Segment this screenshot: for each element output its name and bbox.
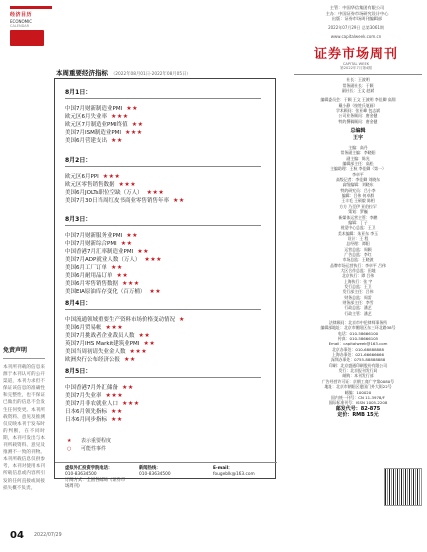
- masthead-logo: 证券市场周刊: [313, 46, 398, 62]
- editor-in-chief: 王宇: [352, 134, 363, 141]
- event-row: [65, 173, 261, 181]
- importance-stars: ★★: [131, 120, 144, 128]
- importance-stars: ★★: [116, 271, 129, 279]
- event-text: 中国香港7月外汇储备: [65, 384, 118, 391]
- importance-stars: ★★★: [105, 391, 124, 399]
- day-block-2: [65, 155, 261, 205]
- event-row: [65, 105, 261, 113]
- event-row: [65, 400, 261, 408]
- importance-stars: ★★: [111, 415, 123, 423]
- staff-line: 广告总监：李红: [344, 251, 372, 257]
- event-text: 美国7月ADP就业人数（万人）: [65, 256, 141, 263]
- sponsor-line: 主管：中国华信集团有限公司: [329, 5, 385, 10]
- event-row: [65, 384, 261, 392]
- postcode-line: 邮编：100020: [344, 389, 372, 395]
- contact-col-email: [203, 466, 277, 490]
- day-title: 8月3日：: [65, 216, 92, 223]
- day-title: 8月1日：: [65, 89, 92, 96]
- event-text: 美国6月零售销售数据: [65, 280, 118, 287]
- event-row: [65, 232, 261, 240]
- contact-extra: 订阅方式：全国各邮局《证券市场周刊》: [65, 478, 126, 489]
- event-text: 日本6月同步指标: [65, 416, 107, 423]
- importance-stars: ★★: [124, 355, 136, 363]
- staff-line: 行政总监：潘艺: [344, 305, 372, 311]
- staff-line: 财务总监：周雷: [344, 294, 372, 300]
- staff-line: 公司业务顾问：唐金健: [338, 113, 378, 119]
- logo-en2: CALENDAR: [10, 24, 30, 28]
- event-text: 英国7月IHS Markit建筑业PMI: [65, 340, 140, 347]
- event-text: 美国7月失业率: [65, 392, 102, 399]
- event-text: 中国7月财新综合PMI: [65, 240, 117, 247]
- page-number: 04: [10, 530, 24, 541]
- logo-bar: [10, 6, 52, 9]
- event-row: [65, 240, 261, 248]
- legal-line: 法律顾问：北京市中伦律师事务所: [328, 320, 388, 326]
- email-link[interactable]: fougeblk@163.com: [213, 472, 255, 477]
- staff-line: 特约研究员：吕小李: [340, 187, 376, 193]
- staff-line: 高级记者：李佳卿 刘晓东: [335, 177, 381, 183]
- event-text: 美国7月非农就业人口: [65, 400, 118, 407]
- day-rule: [65, 377, 261, 378]
- sponsors: [282, 5, 422, 22]
- event-row: [65, 248, 261, 256]
- staff-line: 运营总监：周颖: [344, 246, 372, 252]
- day-rule: [65, 225, 261, 226]
- importance-stars: ★★: [122, 383, 134, 391]
- event-text: 欧元区零售销售数据: [65, 181, 115, 188]
- staff-line: 总经理：谭阳: [346, 241, 370, 247]
- day-title: 8月5日：: [65, 368, 92, 375]
- logo-chip: [10, 30, 44, 46]
- contact-label: 虚拟外汇投资学院电话：: [65, 466, 113, 471]
- sponsor-line: 主办：中国证券市场研究设计中心: [325, 10, 389, 16]
- event-text: 美国6月耐用品订单: [65, 272, 113, 279]
- event-row: [65, 197, 261, 205]
- event-row: [65, 137, 261, 145]
- event-text: 美国7月挑战者企业裁员人数: [65, 332, 135, 339]
- masthead-issue-no: 第2022年7月第4期: [340, 65, 372, 70]
- branch-line: 深圳办事处：0755-88888888: [330, 357, 386, 363]
- disclaimer-title: 免责声明: [3, 345, 45, 359]
- editor-in-chief-label: 总编辑: [350, 128, 366, 135]
- event-row: [65, 189, 261, 197]
- staff-line: 常务副社长：于颖: [342, 82, 374, 88]
- contact-col-phone: [55, 466, 129, 490]
- staff-line: 新媒体运营主管：李鹏: [338, 214, 378, 220]
- logo-en: ECONOMIC: [10, 19, 33, 24]
- email-line: Email：capitalweek@163.com: [328, 341, 388, 347]
- day-title: 8月2日：: [65, 157, 92, 164]
- event-text: 美国当周初请失业金人数: [65, 348, 126, 355]
- importance-stars: ★★★: [146, 188, 165, 196]
- branch-line: 上海办事处：021-66666666: [332, 352, 384, 358]
- address-line: 编辑部地址：北京市朝阳区东三环北路38号: [320, 325, 396, 331]
- event-row: [65, 288, 261, 296]
- legend: [67, 437, 111, 453]
- event-row: [65, 280, 261, 288]
- issn-number: 国际标准刊号：ISSN 1005-2208: [328, 400, 388, 406]
- postal-code: 邮发代号：82-875: [335, 405, 381, 412]
- print-line: 印刷：北京盛通印刷股份有限公司: [328, 362, 388, 368]
- staff-line: 李卓平: [352, 171, 364, 177]
- event-row: [65, 324, 261, 332]
- main-heading: [56, 68, 191, 77]
- sponsor-line: 出版：证券市场周刊编辑部: [331, 16, 383, 22]
- disclaimer-text: 本刊所刊载的信息来源于本刊认可的公开渠道，本刊力求但不保证该信息的准确性和完整性，也不保证已做出的信息不会发生任何变更。本刊所载资料、意见及推测仅反映本刊于发布时的判断，在不同时期，本刊可发出与本刊所载资料、意见及推测不一致的刊物。本刊所载信息仅供参考，本刊对使用本刊所载信息或内容所引发的任何直接或间接损失概不负责。: [3, 365, 45, 491]
- event-row: [65, 332, 261, 340]
- importance-stars: ★★: [126, 231, 138, 239]
- importance-stars: ★★★: [102, 172, 121, 180]
- staff-line: 常务副主编：李晓阳: [340, 150, 376, 156]
- event-text: 欧元区6月失业率: [65, 113, 107, 120]
- importance-stars: ★★: [111, 263, 123, 271]
- day-block-3: [65, 214, 261, 296]
- staff-line: 社长：王波明: [346, 77, 370, 83]
- staff-line: 戴小静（按姓氏笔画）: [338, 102, 378, 108]
- event-row: [65, 416, 261, 424]
- phone-line: 电话：010-58666100: [337, 330, 379, 336]
- publication-logo: [10, 6, 52, 46]
- masthead-logo-sub: CAPITAL WEEK: [342, 61, 370, 66]
- importance-stars: ★★★: [144, 255, 162, 263]
- event-row: [65, 181, 261, 189]
- staff-line: 特约撰稿顾问：唐金健: [338, 118, 378, 124]
- event-row: [65, 392, 261, 400]
- event-text: 美国6月JOLTs职位空缺（万人）: [65, 189, 143, 196]
- event-row: [65, 113, 261, 121]
- importance-stars: ★★: [120, 239, 133, 247]
- circle-icon: ○: [67, 446, 72, 452]
- masthead: [282, 5, 422, 419]
- importance-stars: ★★★: [129, 347, 148, 355]
- event-row: [65, 256, 261, 264]
- address-line-2: 地址：北京市朝阳区建国门外大街22号: [324, 384, 392, 390]
- event-text: 美国7月30日当周红皮书商业零售销售年率: [65, 197, 169, 204]
- event-text: 日本6月领先指标: [65, 408, 107, 415]
- event-text: 美国6月营建支出: [65, 137, 107, 144]
- branch-line: 北京办事处：010-68888888: [332, 346, 384, 352]
- staff-line: 行政主管：潘艺: [344, 310, 372, 316]
- disclaimer-sidebar: [3, 345, 45, 522]
- importance-stars: ★★: [137, 247, 149, 255]
- price: 定价：RMB 15元: [337, 412, 379, 419]
- divider: [294, 74, 422, 75]
- website[interactable]: www.capitalweek.com.cn: [330, 33, 382, 39]
- importance-stars: ★★★: [118, 180, 137, 188]
- event-row: [65, 356, 261, 364]
- importance-stars: ★★: [138, 331, 151, 339]
- event-row: [65, 348, 261, 356]
- staff-line: 学术顾问：张亚峰 包志斌: [335, 108, 381, 113]
- contact-value: 010-83634500: [65, 472, 97, 477]
- day-block-5: [65, 366, 261, 424]
- issue-date: 2022年07月29日 总第3061期: [328, 24, 384, 30]
- ad-license-line: 广告经营许可证：京朝工商广字第0080号: [321, 378, 395, 384]
- day-block-4: [65, 298, 261, 364]
- importance-stars: ★★★: [111, 112, 129, 120]
- event-row: [65, 129, 261, 137]
- importance-stars: ★★★: [122, 399, 140, 407]
- importance-stars: ★★: [111, 136, 123, 144]
- event-row: [65, 264, 261, 272]
- calendar-box: [54, 78, 276, 489]
- event-row: [65, 340, 261, 348]
- staff-line: 编辑：吕伟 何卓群: [341, 193, 375, 199]
- importance-stars: ★★: [143, 339, 156, 347]
- staff-line: 美术编辑：朱亚东 李玉: [337, 230, 379, 236]
- importance-stars: ★★★: [122, 279, 140, 287]
- staff-list: [282, 77, 422, 418]
- event-row: [65, 121, 261, 129]
- event-text: 美国6月工厂订单: [65, 264, 107, 271]
- event-text: 欧元区6月PPI: [65, 173, 99, 180]
- staff-line: 设计：王 程: [347, 235, 369, 241]
- contact-label: 新闻热线：: [139, 466, 161, 471]
- staff-line: 王丰毛 王硕毅 陈相: [341, 198, 375, 204]
- staff-line: 北京执行：谭 吕伟: [341, 273, 375, 279]
- day-rule: [65, 166, 261, 167]
- legend-row-importance: [67, 437, 111, 445]
- importance-stars: ★: [179, 315, 185, 323]
- staff-line: 副主编：陈光: [346, 155, 370, 161]
- day-block-1: [65, 87, 261, 145]
- staff-line: 财务部主任：李雪: [342, 300, 374, 305]
- event-text: 中国香港7月汇率制造业PMI: [65, 248, 134, 255]
- contact-label: E-mail：: [213, 466, 233, 471]
- staff-line: 编辑部主任：高松: [342, 161, 374, 167]
- legend-row-possible: [67, 445, 111, 453]
- contact-value: 010-83634500: [139, 472, 171, 477]
- event-row: [65, 316, 261, 324]
- importance-stars: ★★: [149, 287, 162, 295]
- event-row: [65, 408, 261, 416]
- day-rule: [65, 98, 261, 99]
- staff-line: 编辑委员会：于颖 王文 王波明 李佳卿 高翔: [320, 97, 396, 103]
- event-text: 美国6月贸易帐: [65, 324, 102, 331]
- legend-label: 可能性事件: [81, 446, 107, 452]
- day-rule: [65, 309, 261, 310]
- staff-line: 品牌市场运营执行：李卓平 吕伟: [330, 262, 386, 268]
- importance-stars: ★★: [111, 407, 123, 415]
- legend-label: 表示重要程度: [81, 438, 112, 444]
- cn-number: 国内统一刊号：CN 11-3978/F: [331, 394, 385, 400]
- contact-bar: [55, 462, 277, 490]
- staff-line: 方方 乃至伊 亚伯拉罕: [339, 203, 377, 209]
- event-text: 中国7月财新服务业PMI: [65, 232, 123, 239]
- staff-line: 上海执行：张 宇: [343, 278, 373, 284]
- staff-line: 主编：高丹: [348, 145, 368, 151]
- event-text: 欧洲央行公布经济公报: [65, 356, 121, 363]
- mail-order-line: 邮购：本刊发行部: [342, 373, 374, 379]
- event-text: 欧元区7月制造业PMI终值: [65, 121, 128, 128]
- staff-line: 编辑：丁子: [348, 219, 368, 225]
- event-text: 美国EIA原油库存变化（百万桶）: [65, 288, 146, 295]
- event-text: 中国7月财新制造业PMI: [65, 105, 123, 112]
- importance-stars: ★★: [126, 104, 138, 112]
- main-heading-title: 本周重要经济指标: [56, 69, 108, 77]
- fax-line: 传真：010-58666105: [337, 336, 379, 342]
- star-icon: ★: [67, 438, 72, 444]
- logo-zh: 经济目历: [10, 12, 33, 18]
- main-heading-sub: （2022年08月01日-2022年08月05日）: [111, 72, 191, 77]
- distribution-line: 发行：北京报刊发行局: [338, 368, 378, 374]
- event-text: 中国流通领域重要生产资料市场价格变动情况: [65, 316, 176, 323]
- day-title: 8月4日：: [65, 300, 92, 307]
- event-row: [65, 272, 261, 280]
- footer-date: 2022/07/29: [34, 533, 62, 538]
- staff-line: 副社长：王文 赵斌: [341, 87, 375, 93]
- staff-line: 高级编辑：刘晓东: [342, 182, 374, 188]
- staff-line: 策划：罗巍: [348, 209, 368, 215]
- staff-line: 发行部主任：吕伟: [342, 289, 374, 295]
- importance-stars: ★★★: [125, 128, 143, 136]
- contact-col-hotline: [129, 466, 203, 490]
- staff-line: 发行总监：王卫: [344, 283, 372, 289]
- event-text: 美国7月ISM制造业PMI: [65, 129, 122, 136]
- importance-stars: ★★: [173, 196, 185, 204]
- barcode-image: [384, 468, 422, 506]
- staff-line: 主编助理：王秋 李佳卿（第一）: [330, 166, 386, 172]
- staff-line: 视觉中心总监：王卫: [340, 225, 376, 231]
- importance-stars: ★★★: [105, 323, 124, 331]
- staff-line: 市场总监：王晓波: [342, 257, 374, 263]
- staff-line: 大区合作总监：田地: [340, 267, 376, 273]
